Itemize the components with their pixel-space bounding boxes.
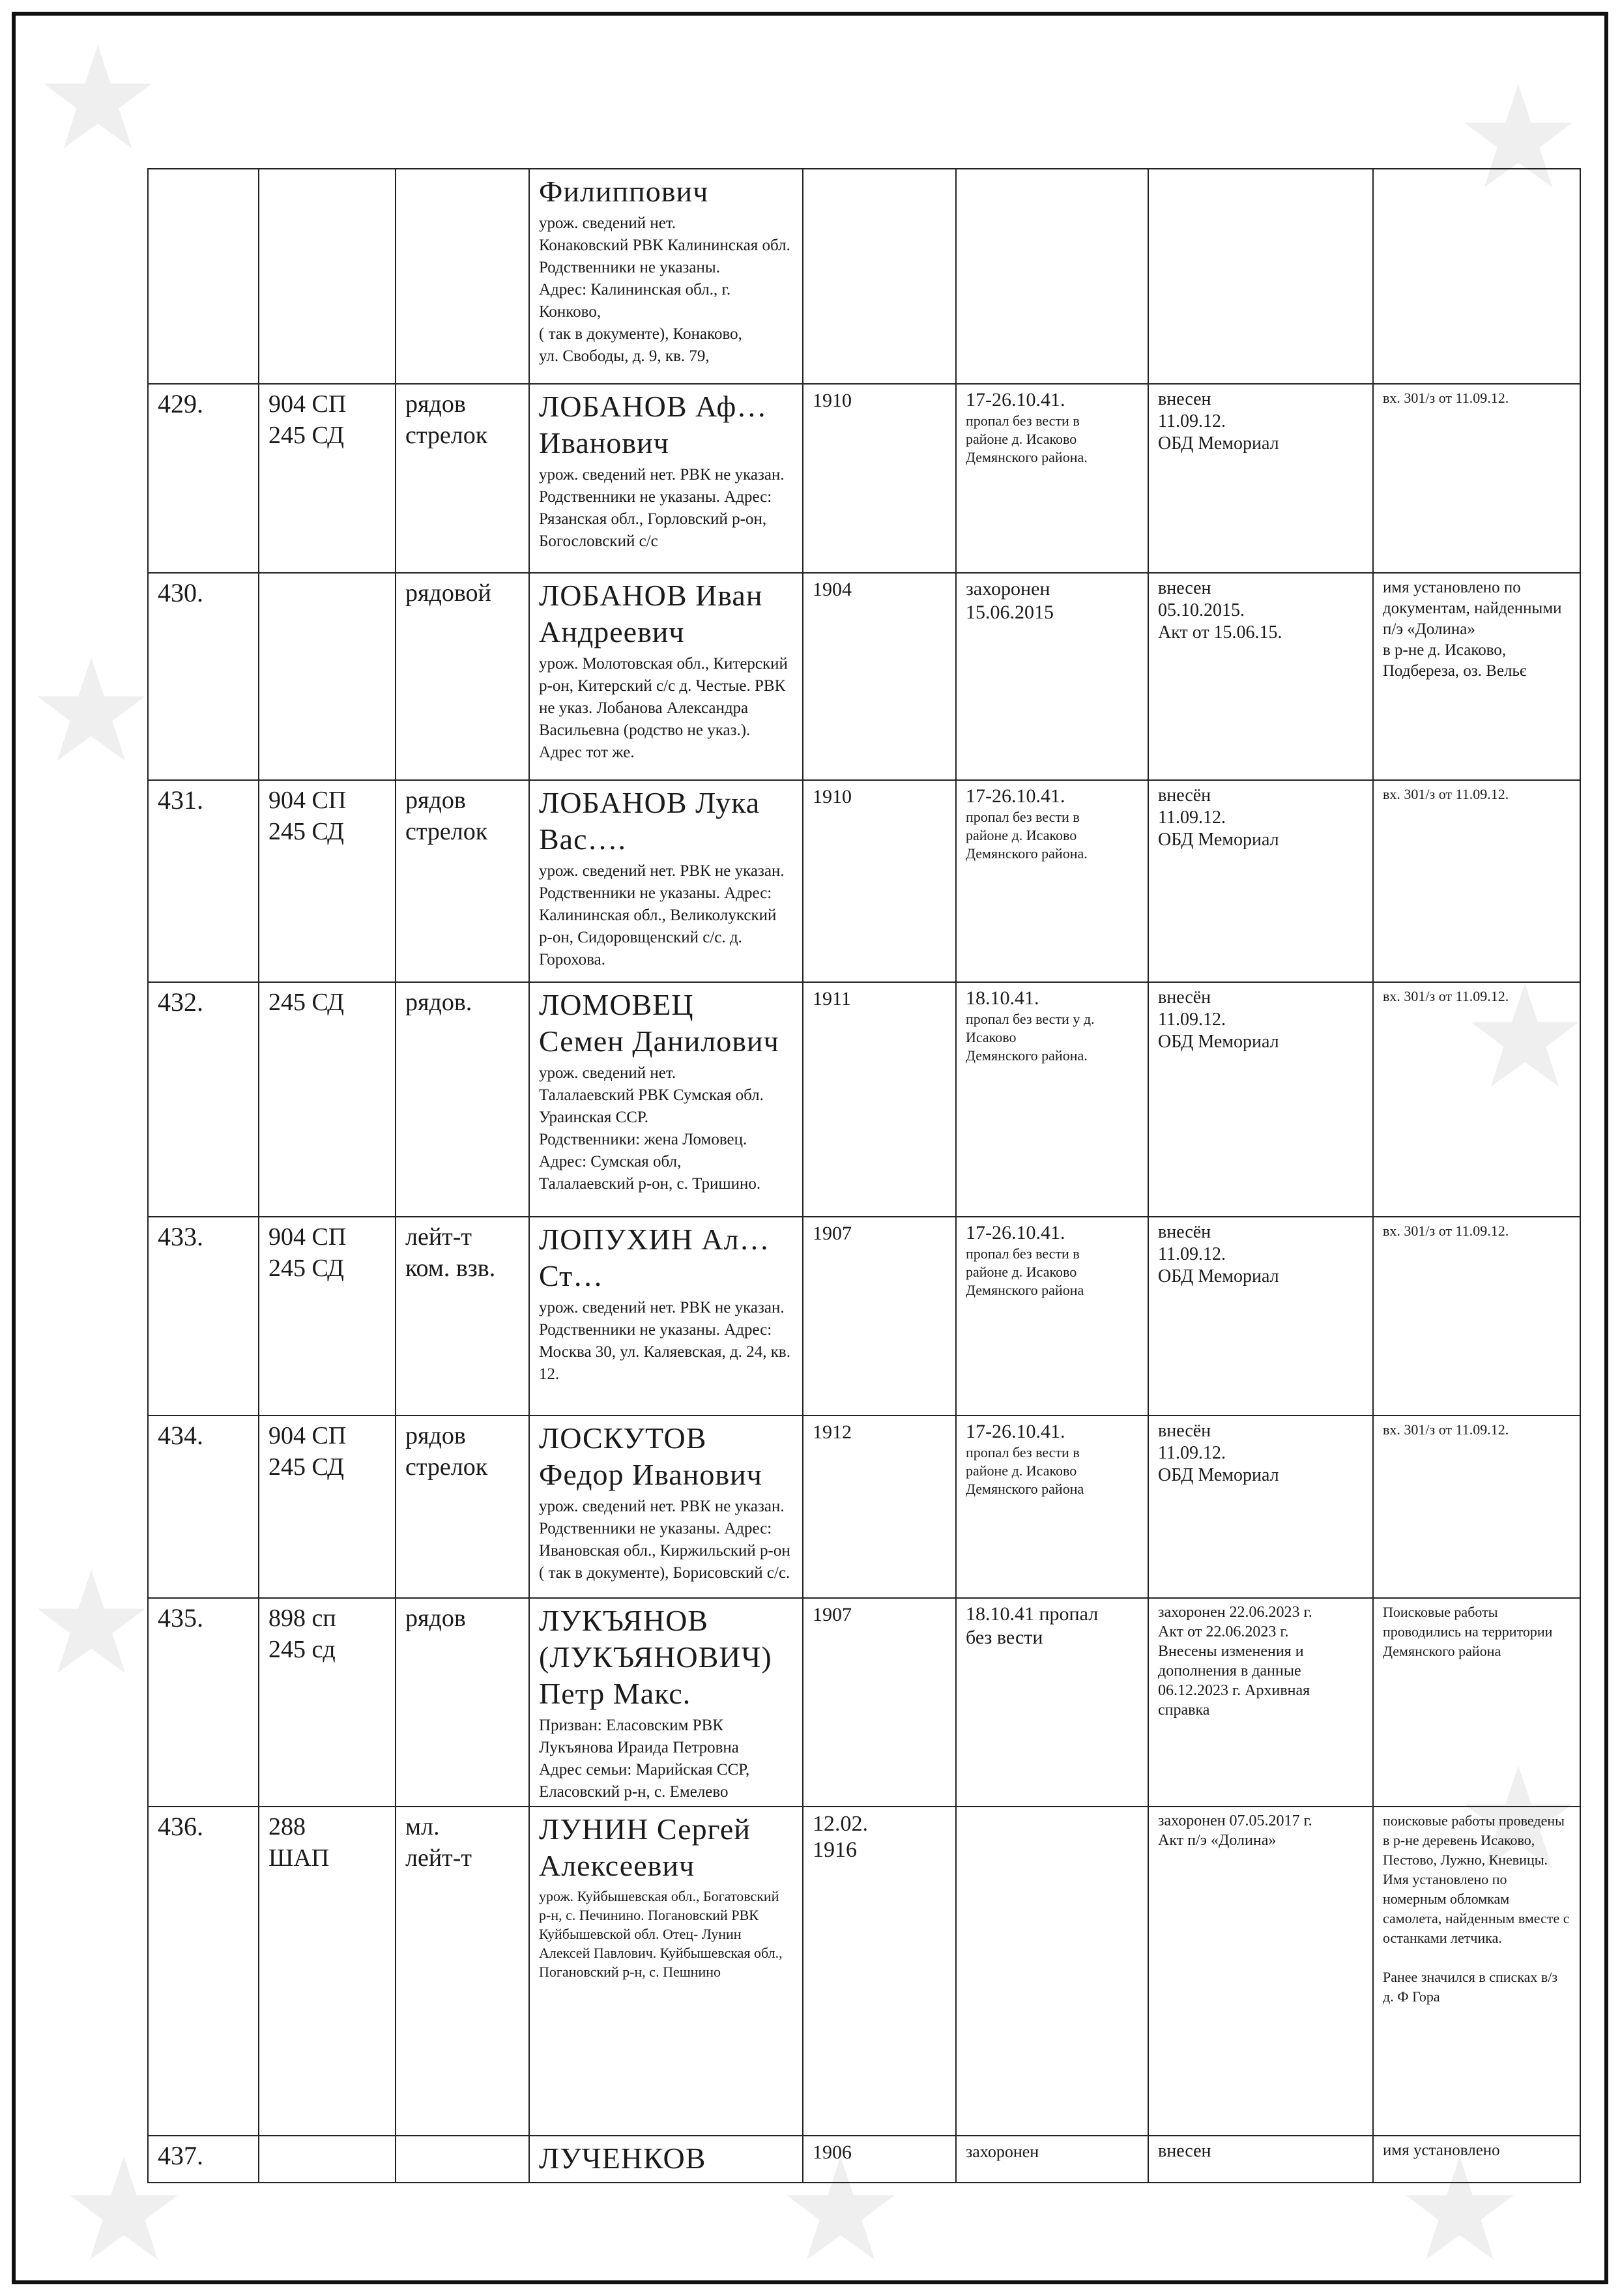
date-cell (956, 1598, 1148, 1807)
note-cell: вх. 301/з от 11.09.12. (1373, 1416, 1580, 1598)
person-details: урож. сведений нет. РВК не указан. Родственники не указаны. Адрес: Ивановская обл., Киржильский р-он ( так в документе), Борисовский с/с. (539, 1498, 790, 1582)
birth-year: 1906 (803, 2136, 956, 2183)
rank-cell: рядов стрелок (396, 384, 529, 573)
rank-cell: рядов стрелок (396, 780, 529, 982)
row-number: 432. (148, 982, 259, 1217)
person-details: урож. сведений нет. РВК не указан. Родственники не указаны. Адрес: Рязанская обл., Горловский р-он, Богословский с/с (539, 466, 785, 550)
person-cell (529, 1416, 803, 1598)
row-number (148, 169, 259, 384)
date-note: пропал без вести в районе д. Исаково Демянского района (966, 1245, 1084, 1298)
unit-cell (259, 2136, 396, 2183)
date-value: 18.10.41. (966, 987, 1039, 1009)
rank-cell: лейт-т ком. взв. (396, 1217, 529, 1416)
date-value: 17-26.10.41. (966, 785, 1065, 807)
row-number: 434. (148, 1416, 259, 1598)
row-number: 436. (148, 1807, 259, 2136)
entry-cell: внесен 11.09.12. ОБД Мемориал (1148, 384, 1373, 573)
entry-cell: захоронен 22.06.2023 г. Акт от 22.06.2023 г. Внесены изменения и дополнения в данные 06.12.2023 г. Архивная справка (1148, 1598, 1373, 1807)
person-name: ЛОМОВЕЦ Семен Данилович (539, 988, 779, 1058)
person-details: урож. сведений нет. РВК не указан. Родственники не указаны. Адрес: Москва 30, ул. Каляевская, д. 24, кв. 12. (539, 1299, 790, 1383)
person-name: ЛОПУХИН Ал… Ст… (539, 1223, 770, 1292)
date-value: 17-26.10.41. (966, 389, 1065, 411)
date-cell (956, 780, 1148, 982)
date-cell (956, 169, 1148, 384)
table-row (148, 1598, 1580, 1807)
rank-cell (396, 169, 529, 384)
entry-cell: внесён 11.09.12. ОБД Мемориал (1148, 1217, 1373, 1416)
date-cell (956, 1217, 1148, 1416)
note-cell: вх. 301/з от 11.09.12. (1373, 1217, 1580, 1416)
person-details: урож. сведений нет. РВК не указан. Родственники не указаны. Адрес: Калининская обл., Великолукский р-он, Сидоровщенский с/с. д. Горохова. (539, 862, 785, 968)
entry-cell: внесён 11.09.12. ОБД Мемориал (1148, 1416, 1373, 1598)
unit-cell (259, 573, 396, 780)
person-cell (529, 169, 803, 384)
birth-year: 1904 (803, 573, 956, 780)
birth-year: 1907 (803, 1217, 956, 1416)
date-cell (956, 1807, 1148, 2136)
date-cell (956, 384, 1148, 573)
row-number: 433. (148, 1217, 259, 1416)
birth-year (803, 169, 956, 384)
person-cell (529, 1217, 803, 1416)
note-cell: Поисковые работы проводились на территории Демянского района (1373, 1598, 1580, 1807)
entry-cell: внесен (1148, 2136, 1373, 2183)
person-name: ЛУНИН Сергей Алексеевич (539, 1812, 751, 1882)
date-value: 18.10.41 пропал без вести (966, 1603, 1099, 1648)
person-name: ЛОБАНОВ Аф… Иванович (539, 390, 768, 459)
birth-year: 1912 (803, 1416, 956, 1598)
note-cell: вх. 301/з от 11.09.12. (1373, 384, 1580, 573)
date-note: пропал без вести в районе д. Исаково Демянского района (966, 1444, 1084, 1497)
date-cell (956, 2136, 1148, 2183)
rank-cell: мл. лейт-т (396, 1807, 529, 2136)
rank-cell: рядов. (396, 982, 529, 1217)
unit-cell: 904 СП 245 СД (259, 780, 396, 982)
entry-cell: захоронен 07.05.2017 г. Акт п/э «Долина» (1148, 1807, 1373, 2136)
person-details: урож. Молотовская обл., Китерский р-он, Китерский с/с д. Честые. РВК не указ. Лобанова Александра Васильевна (родство не указ.). Адрес тот же. (539, 655, 788, 761)
date-value: захоронен 15.06.2015 (966, 578, 1054, 623)
burial-register-table (147, 168, 1581, 2183)
person-cell (529, 573, 803, 780)
rank-cell (396, 2136, 529, 2183)
table-row (148, 573, 1580, 780)
birth-year: 1911 (803, 982, 956, 1217)
table-row (148, 1217, 1580, 1416)
unit-cell: 904 СП 245 СД (259, 1217, 396, 1416)
person-cell (529, 2136, 803, 2183)
rank-cell: рядовой (396, 573, 529, 780)
note-cell: поисковые работы проведены в р-не деревень Исаково, Пестово, Лужно, Кневицы. Имя установлено по номерным обломкам самолета, найденным вместе с останками летчика. Ранее значился в списках в/з д. Ф Гора (1373, 1807, 1580, 2136)
unit-cell: 898 сп 245 сд (259, 1598, 396, 1807)
date-value: 17-26.10.41. (966, 1222, 1065, 1243)
unit-cell: 245 СД (259, 982, 396, 1217)
person-name: ЛУКЪЯНОВ (ЛУКЪЯНОВИЧ) Петр Макс. (539, 1604, 772, 1710)
row-number: 431. (148, 780, 259, 982)
person-cell (529, 1807, 803, 2136)
rank-cell: рядов (396, 1598, 529, 1807)
person-cell (529, 1598, 803, 1807)
table-row (148, 384, 1580, 573)
unit-cell: 904 СП 245 СД (259, 1416, 396, 1598)
entry-cell: внесён 11.09.12. ОБД Мемориал (1148, 780, 1373, 982)
row-number: 429. (148, 384, 259, 573)
entry-cell: внесён 11.09.12. ОБД Мемориал (1148, 982, 1373, 1217)
entry-cell (1148, 169, 1373, 384)
table-row (148, 982, 1580, 1217)
birth-year: 12.02. 1916 (803, 1807, 956, 2136)
table-row (148, 1416, 1580, 1598)
date-value: захоронен (966, 2142, 1039, 2161)
person-name: ЛОБАНОВ Лука Вас…. (539, 786, 760, 856)
rank-cell: рядов стрелок (396, 1416, 529, 1598)
table-row (148, 1807, 1580, 2136)
date-cell (956, 1416, 1148, 1598)
person-details: урож. сведений нет. Конаковский РВК Калининская обл. Родственники не указаны. Адрес: Калининская обл., г. Конково, ( так в документе), Конаково, ул. Свободы, д. 9, кв. 79, (539, 214, 790, 365)
person-name: ЛОБАНОВ Иван Андреевич (539, 579, 763, 648)
table-row (148, 780, 1580, 982)
note-cell: вх. 301/з от 11.09.12. (1373, 780, 1580, 982)
entry-cell: внесен 05.10.2015. Акт от 15.06.15. (1148, 573, 1373, 780)
row-number: 430. (148, 573, 259, 780)
birth-year: 1910 (803, 384, 956, 573)
person-details: Призван: Еласовским РВК Лукъянова Ираида Петровна Адрес семьи: Марийская ССР, Еласовский р-н, с. Емелево (539, 1717, 750, 1801)
unit-cell: 288 ШАП (259, 1807, 396, 2136)
note-cell: имя установлено (1373, 2136, 1580, 2183)
date-note: пропал без вести в районе д. Исаково Демянского района. (966, 413, 1088, 465)
note-cell: имя установлено по документам, найденными п/э «Долина» в р-не д. Исаково, Подбереза, оз. Вельє (1373, 573, 1580, 780)
date-note: пропал без вести в районе д. Исаково Демянского района. (966, 809, 1088, 862)
table-row (148, 169, 1580, 384)
birth-year: 1910 (803, 780, 956, 982)
person-details: урож. сведений нет. Талалаевский РВК Сумская обл. Ураинская ССР. Родственники: жена Ломовец. Адрес: Сумская обл, Талалаевский р-он, с. Тришино. (539, 1064, 764, 1193)
person-name: Филиппович (539, 175, 709, 208)
table-row (148, 2136, 1580, 2183)
date-cell (956, 982, 1148, 1217)
unit-cell: 904 СП 245 СД (259, 384, 396, 573)
date-value: 17-26.10.41. (966, 1421, 1065, 1442)
person-cell (529, 384, 803, 573)
birth-year: 1907 (803, 1598, 956, 1807)
person-name: ЛУЧЕНКОВ (539, 2142, 706, 2175)
note-cell (1373, 169, 1580, 384)
note-cell: вх. 301/з от 11.09.12. (1373, 982, 1580, 1217)
unit-cell (259, 169, 396, 384)
row-number: 437. (148, 2136, 259, 2183)
person-cell (529, 780, 803, 982)
person-cell (529, 982, 803, 1217)
row-number: 435. (148, 1598, 259, 1807)
person-name: ЛОСКУТОВ Федор Иванович (539, 1421, 762, 1491)
date-note: пропал без вести у д. Исаково Демянского района. (966, 1011, 1095, 1064)
person-details: урож. Куйбышевская обл., Богатовский р-н, с. Печинино. Погановский РВК Куйбышевской обл. Отец- Лунин Алексей Павлович. Куйбышевская обл., Погановский р-н, с. Пешнино (539, 1888, 783, 1980)
date-cell (956, 573, 1148, 780)
